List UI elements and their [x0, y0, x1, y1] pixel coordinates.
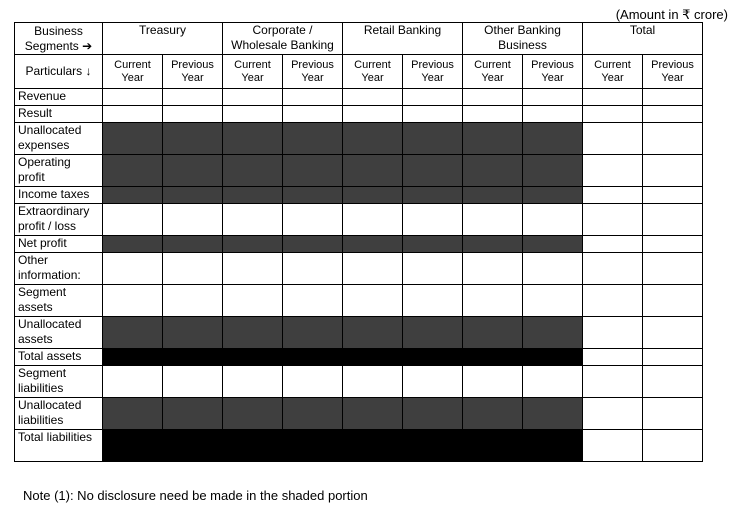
- value-cell: [343, 89, 403, 106]
- value-cell: [643, 187, 703, 204]
- value-cell: [403, 366, 463, 398]
- value-cell: [583, 89, 643, 106]
- value-cell: [163, 366, 223, 398]
- table-row: [15, 187, 703, 204]
- shaded-cell: [163, 430, 223, 462]
- shaded-cell: [523, 187, 583, 204]
- shaded-cell: [103, 123, 163, 155]
- shaded-cell: [343, 317, 403, 349]
- value-cell: [523, 366, 583, 398]
- value-cell: [523, 253, 583, 285]
- value-cell: [283, 106, 343, 123]
- row-label: Result: [15, 106, 103, 123]
- previous-year-header: Previous Year: [163, 55, 223, 89]
- shaded-cell: [463, 317, 523, 349]
- value-cell: [223, 366, 283, 398]
- row-label: Total liabilities: [15, 430, 103, 462]
- value-cell: [103, 106, 163, 123]
- table-row: [15, 123, 703, 155]
- shaded-cell: [403, 430, 463, 462]
- value-cell: [283, 253, 343, 285]
- value-cell: [343, 366, 403, 398]
- shaded-cell: [283, 398, 343, 430]
- year-header-row: [15, 55, 703, 89]
- value-cell: [403, 106, 463, 123]
- value-cell: [223, 253, 283, 285]
- shaded-cell: [343, 187, 403, 204]
- shaded-cell: [283, 187, 343, 204]
- segment-header-retail: Retail Banking: [343, 23, 463, 55]
- value-cell: [643, 398, 703, 430]
- table-row: [15, 155, 703, 187]
- shaded-cell: [523, 430, 583, 462]
- row-label: Unallocated liabilities: [15, 398, 103, 430]
- value-cell: [223, 285, 283, 317]
- row-label: Total assets: [15, 349, 103, 366]
- value-cell: [283, 366, 343, 398]
- shaded-cell: [343, 349, 403, 366]
- value-cell: [583, 123, 643, 155]
- shaded-cell: [103, 155, 163, 187]
- segment-header-treasury: Treasury: [103, 23, 223, 55]
- value-cell: [163, 285, 223, 317]
- shaded-cell: [103, 430, 163, 462]
- shaded-cell: [463, 430, 523, 462]
- row-label: Extraordinary profit / loss: [15, 204, 103, 236]
- footnote: Note (1): No disclosure need be made in the shaded portion: [23, 488, 368, 503]
- table-row: [15, 285, 703, 317]
- value-cell: [583, 253, 643, 285]
- value-cell: [463, 366, 523, 398]
- segment-reporting-table: [14, 22, 703, 462]
- shaded-cell: [163, 236, 223, 253]
- shaded-cell: [403, 349, 463, 366]
- table-row: [15, 106, 703, 123]
- value-cell: [463, 204, 523, 236]
- shaded-cell: [103, 317, 163, 349]
- shaded-cell: [223, 317, 283, 349]
- value-cell: [283, 204, 343, 236]
- shaded-cell: [283, 123, 343, 155]
- shaded-cell: [163, 155, 223, 187]
- value-cell: [403, 253, 463, 285]
- shaded-cell: [283, 236, 343, 253]
- shaded-cell: [463, 349, 523, 366]
- shaded-cell: [283, 155, 343, 187]
- value-cell: [223, 106, 283, 123]
- table-row: [15, 349, 703, 366]
- value-cell: [643, 285, 703, 317]
- previous-year-header: Previous Year: [523, 55, 583, 89]
- value-cell: [583, 187, 643, 204]
- shaded-cell: [103, 349, 163, 366]
- value-cell: [463, 285, 523, 317]
- shaded-cell: [163, 317, 223, 349]
- table-row: [15, 89, 703, 106]
- segments-header-row: [15, 23, 703, 55]
- value-cell: [643, 317, 703, 349]
- shaded-cell: [403, 187, 463, 204]
- current-year-header: Current Year: [583, 55, 643, 89]
- shaded-cell: [163, 187, 223, 204]
- shaded-cell: [343, 430, 403, 462]
- current-year-header: Current Year: [463, 55, 523, 89]
- value-cell: [583, 398, 643, 430]
- value-cell: [103, 204, 163, 236]
- shaded-cell: [283, 317, 343, 349]
- row-label: Net profit: [15, 236, 103, 253]
- value-cell: [523, 89, 583, 106]
- value-cell: [163, 253, 223, 285]
- value-cell: [583, 155, 643, 187]
- value-cell: [643, 430, 703, 462]
- value-cell: [523, 285, 583, 317]
- value-cell: [643, 123, 703, 155]
- table-row: [15, 430, 703, 462]
- table-row: [15, 204, 703, 236]
- value-cell: [643, 106, 703, 123]
- shaded-cell: [523, 317, 583, 349]
- shaded-cell: [223, 187, 283, 204]
- particulars-label: Particulars ↓: [15, 55, 103, 89]
- value-cell: [103, 285, 163, 317]
- value-cell: [583, 349, 643, 366]
- value-cell: [343, 253, 403, 285]
- value-cell: [283, 285, 343, 317]
- shaded-cell: [403, 123, 463, 155]
- value-cell: [583, 317, 643, 349]
- value-cell: [583, 236, 643, 253]
- shaded-cell: [103, 236, 163, 253]
- value-cell: [463, 253, 523, 285]
- value-cell: [643, 349, 703, 366]
- value-cell: [643, 253, 703, 285]
- row-label: Operating profit: [15, 155, 103, 187]
- shaded-cell: [223, 123, 283, 155]
- shaded-cell: [223, 155, 283, 187]
- shaded-cell: [403, 236, 463, 253]
- table-row: [15, 366, 703, 398]
- row-label: Other information:: [15, 253, 103, 285]
- value-cell: [583, 285, 643, 317]
- value-cell: [583, 204, 643, 236]
- shaded-cell: [223, 398, 283, 430]
- previous-year-header: Previous Year: [403, 55, 463, 89]
- row-label: Unallocated expenses: [15, 123, 103, 155]
- value-cell: [643, 236, 703, 253]
- shaded-cell: [403, 398, 463, 430]
- table-row: [15, 253, 703, 285]
- value-cell: [523, 204, 583, 236]
- shaded-cell: [223, 430, 283, 462]
- value-cell: [103, 366, 163, 398]
- shaded-cell: [523, 236, 583, 253]
- shaded-cell: [463, 398, 523, 430]
- unit-note: (Amount in ₹ crore): [615, 7, 728, 22]
- value-cell: [283, 89, 343, 106]
- value-cell: [643, 155, 703, 187]
- table-row: [15, 317, 703, 349]
- current-year-header: Current Year: [103, 55, 163, 89]
- value-cell: [223, 89, 283, 106]
- shaded-cell: [403, 317, 463, 349]
- shaded-cell: [403, 155, 463, 187]
- segment-header-total: Total: [583, 23, 703, 55]
- row-label: Revenue: [15, 89, 103, 106]
- current-year-header: Current Year: [343, 55, 403, 89]
- previous-year-header: Previous Year: [283, 55, 343, 89]
- shaded-cell: [343, 398, 403, 430]
- shaded-cell: [283, 430, 343, 462]
- value-cell: [343, 285, 403, 317]
- shaded-cell: [463, 123, 523, 155]
- value-cell: [463, 106, 523, 123]
- value-cell: [103, 89, 163, 106]
- value-cell: [223, 204, 283, 236]
- value-cell: [463, 89, 523, 106]
- shaded-cell: [463, 236, 523, 253]
- value-cell: [163, 106, 223, 123]
- shaded-cell: [523, 349, 583, 366]
- shaded-cell: [343, 123, 403, 155]
- shaded-cell: [343, 236, 403, 253]
- table-row: [15, 236, 703, 253]
- current-year-header: Current Year: [223, 55, 283, 89]
- value-cell: [403, 204, 463, 236]
- shaded-cell: [523, 123, 583, 155]
- segments-label: Business Segments ➔: [15, 23, 103, 55]
- segment-header-other: Other Banking Business: [463, 23, 583, 55]
- row-label: Segment assets: [15, 285, 103, 317]
- shaded-cell: [283, 349, 343, 366]
- shaded-cell: [223, 236, 283, 253]
- value-cell: [643, 89, 703, 106]
- value-cell: [343, 106, 403, 123]
- value-cell: [343, 204, 403, 236]
- shaded-cell: [343, 155, 403, 187]
- value-cell: [583, 430, 643, 462]
- previous-year-header: Previous Year: [643, 55, 703, 89]
- value-cell: [643, 204, 703, 236]
- row-label: Unallocated assets: [15, 317, 103, 349]
- value-cell: [103, 253, 163, 285]
- shaded-cell: [163, 123, 223, 155]
- shaded-cell: [103, 398, 163, 430]
- shaded-cell: [463, 187, 523, 204]
- shaded-cell: [523, 398, 583, 430]
- shaded-cell: [463, 155, 523, 187]
- value-cell: [643, 366, 703, 398]
- value-cell: [403, 89, 463, 106]
- value-cell: [403, 285, 463, 317]
- value-cell: [583, 366, 643, 398]
- shaded-cell: [523, 155, 583, 187]
- value-cell: [523, 106, 583, 123]
- shaded-cell: [223, 349, 283, 366]
- row-label: Income taxes: [15, 187, 103, 204]
- value-cell: [163, 204, 223, 236]
- row-label: Segment liabilities: [15, 366, 103, 398]
- shaded-cell: [163, 398, 223, 430]
- segment-header-corporate: Corporate / Wholesale Banking: [223, 23, 343, 55]
- shaded-cell: [103, 187, 163, 204]
- shaded-cell: [163, 349, 223, 366]
- table-row: [15, 398, 703, 430]
- value-cell: [583, 106, 643, 123]
- value-cell: [163, 89, 223, 106]
